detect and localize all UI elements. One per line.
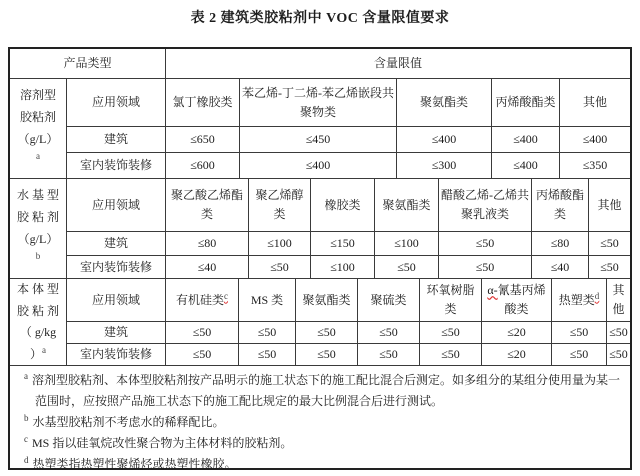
column-header-text: 聚氨酯类 xyxy=(302,292,351,307)
column-header-text: 有机硅类$^c$ xyxy=(175,290,228,307)
footnote-marker-b: b xyxy=(35,251,41,262)
column-header xyxy=(420,279,482,322)
misspelled-text: α- xyxy=(487,283,498,298)
table-row xyxy=(67,127,630,153)
product-type-label xyxy=(10,79,67,179)
column-header-text: 丙烯酸酯类 xyxy=(495,95,556,110)
limit-value-cell: ≤80 xyxy=(532,232,589,256)
footnote: $^c$ MS 指以硅氧烷改性聚合物为主体材料的胶粘剂。 xyxy=(24,434,293,451)
column-header xyxy=(439,179,532,232)
limit-value-cell: ≤50 xyxy=(239,344,296,366)
limit-value-cell: ≤50 xyxy=(420,344,482,366)
section-header-row xyxy=(67,79,630,127)
limit-value-cell: ≤50 xyxy=(166,322,239,344)
column-header xyxy=(166,79,240,127)
column-header-text: MS 类 xyxy=(250,292,284,307)
limit-value-cell: ≤50 xyxy=(439,232,532,256)
column-header-text: 氯丁橡胶类 xyxy=(172,95,233,110)
row-label: 建筑 xyxy=(67,232,166,256)
column-header xyxy=(239,279,296,322)
header-application-area: 应用领域 xyxy=(67,179,166,232)
limit-value-cell: ≤50 xyxy=(358,344,420,366)
column-header-text: α-氰基丙烯酸类 xyxy=(487,283,546,316)
section-header-row xyxy=(67,179,630,232)
footnote-marker-d: d xyxy=(24,455,29,466)
limit-value-cell: ≤50 xyxy=(607,322,630,344)
header-product-type: 产品类型 xyxy=(10,49,166,79)
column-header xyxy=(397,79,492,127)
limit-value-cell: ≤50 xyxy=(375,256,439,279)
product-type-line: 胶 粘 剂 xyxy=(16,303,59,318)
product-type-line: ）$^a$ xyxy=(29,344,46,361)
footnote-marker-c: c xyxy=(224,290,228,301)
product-type-line xyxy=(36,150,40,172)
column-header-text: 环氧树脂类 xyxy=(426,283,475,316)
product-type-line xyxy=(36,250,41,272)
limit-value-cell: ≤650 xyxy=(166,127,240,153)
section-header-row xyxy=(67,279,630,322)
limit-value-cell: ≤150 xyxy=(311,232,375,256)
product-type-line: 溶剂型 xyxy=(19,88,56,103)
row-label: 室内装饰装修 xyxy=(67,153,166,179)
limit-value-cell: ≤400 xyxy=(560,127,630,153)
limit-value-cell: ≤20 xyxy=(482,322,552,344)
column-header-text: 其他 xyxy=(597,197,622,212)
column-header xyxy=(296,279,358,322)
header-application-area: 应用领域 xyxy=(67,79,166,127)
footnotes xyxy=(10,366,630,475)
product-type-label xyxy=(10,279,67,366)
column-header-text: 聚硫类 xyxy=(370,292,407,307)
footnote-marker-c: c xyxy=(24,434,28,445)
limit-value-cell: ≤40 xyxy=(532,256,589,279)
column-header xyxy=(532,179,589,232)
footnote-marker-a: a xyxy=(24,371,28,382)
product-type-line: （g/L） xyxy=(17,231,59,246)
column-header-text: 聚氨酯类 xyxy=(382,197,431,212)
limit-value-cell: ≤50 xyxy=(439,256,532,279)
column-header-text: 热塑类$^d$ xyxy=(558,290,600,307)
product-type-line: 胶粘剂 xyxy=(19,109,56,124)
column-header-text: 苯乙烯-丁二烯-苯乙烯嵌段共聚物类 xyxy=(242,85,394,119)
column-header-text: 聚乙烯醇类 xyxy=(255,188,304,221)
table-row xyxy=(67,322,630,344)
product-type-line: 水 基 型 xyxy=(16,188,59,203)
limit-value-cell: ≤50 xyxy=(358,322,420,344)
limit-value-cell: ≤100 xyxy=(375,232,439,256)
column-header xyxy=(166,279,239,322)
column-header xyxy=(482,279,552,322)
product-type-label xyxy=(10,179,67,279)
footnote: $^d$ 热塑类指热塑性聚烯烃或热塑性橡胶。 xyxy=(24,455,237,472)
limit-value-cell: ≤80 xyxy=(166,232,249,256)
limit-value-cell: ≤100 xyxy=(249,232,311,256)
table-header-row xyxy=(10,49,630,79)
section-1 xyxy=(10,179,630,279)
footnote-marker-b: b xyxy=(24,413,29,424)
product-type-line: （ g/kg xyxy=(19,325,57,340)
product-type-line: 本 体 型 xyxy=(16,282,59,296)
column-header xyxy=(166,179,249,232)
column-header xyxy=(375,179,439,232)
table-row xyxy=(67,232,630,256)
limit-value-cell: ≤50 xyxy=(239,322,296,344)
limit-value-cell: ≤400 xyxy=(397,127,492,153)
column-header xyxy=(607,279,630,322)
table-row xyxy=(67,153,630,179)
limit-value-cell: ≤50 xyxy=(589,256,630,279)
section-body xyxy=(67,179,630,279)
column-header xyxy=(358,279,420,322)
product-type-line: 胶 粘 剂 xyxy=(16,209,59,224)
limit-value-cell: ≤300 xyxy=(397,153,492,179)
table-title: 表 2 建筑类胶粘剂中 VOC 含量限值要求 xyxy=(190,11,450,26)
limit-value-cell: ≤450 xyxy=(240,127,397,153)
column-header-text: 聚氨酯类 xyxy=(419,95,468,110)
header-content-limit: 含量限值 xyxy=(166,49,630,79)
column-header xyxy=(249,179,311,232)
footnote-marker-a: a xyxy=(36,151,40,162)
column-header xyxy=(311,179,375,232)
row-label: 室内装饰装修 xyxy=(67,344,166,366)
table-row xyxy=(67,344,630,366)
row-label: 建筑 xyxy=(67,127,166,153)
table-row xyxy=(67,256,630,279)
column-header xyxy=(589,179,630,232)
section-body xyxy=(67,79,630,179)
limit-value-cell: ≤400 xyxy=(492,153,560,179)
column-header-text: 橡胶类 xyxy=(324,197,361,212)
header-application-area: 应用领域 xyxy=(67,279,166,322)
column-header-text: 其他 xyxy=(582,95,607,110)
limit-value-cell: ≤50 xyxy=(552,344,607,366)
footnote: $^b$ 水基型胶粘剂不考虑水的稀释配比。 xyxy=(24,413,225,430)
limit-value-cell: ≤40 xyxy=(166,256,249,279)
column-header xyxy=(240,79,397,127)
footnote-marker-a: a xyxy=(42,344,46,355)
limit-value-cell: ≤350 xyxy=(560,153,630,179)
column-header-text: 聚乙酸乙烯酯类 xyxy=(170,188,243,221)
limit-value-cell: ≤400 xyxy=(240,153,397,179)
table-sections xyxy=(10,79,630,366)
column-header xyxy=(552,279,607,322)
row-label: 室内装饰装修 xyxy=(67,256,166,279)
section-0 xyxy=(10,79,630,179)
column-header-text: 丙烯酸酯类 xyxy=(535,188,584,221)
limit-value-cell: ≤50 xyxy=(589,232,630,256)
voc-limits-table xyxy=(8,47,632,470)
limit-value-cell: ≤50 xyxy=(607,344,630,366)
footnote-marker-d: d xyxy=(594,290,600,301)
footnote: $^a$ 溶剂型胶粘剂、本体型胶粘剂按产品明示的施工状态下的施工配比混合后测定。如多组分的某组分使用量为某一范围时，应按照产品施工状态下的施工配比规定的最大比例混合后进行测试。 xyxy=(24,371,621,409)
limit-value-cell: ≤400 xyxy=(492,127,560,153)
product-type-line: （g/L） xyxy=(17,131,59,146)
limit-value-cell: ≤50 xyxy=(420,322,482,344)
limit-value-cell: ≤50 xyxy=(249,256,311,279)
section-body xyxy=(67,279,630,366)
column-header-text: 其他 xyxy=(612,283,625,316)
limit-value-cell: ≤50 xyxy=(296,344,358,366)
column-header xyxy=(492,79,560,127)
limit-value-cell: ≤100 xyxy=(311,256,375,279)
column-header-text: 醋酸乙烯-乙烯共聚乳液类 xyxy=(441,188,529,221)
limit-value-cell: ≤50 xyxy=(166,344,239,366)
section-2 xyxy=(10,279,630,366)
row-label: 建筑 xyxy=(67,322,166,344)
limit-value-cell: ≤600 xyxy=(166,153,240,179)
limit-value-cell: ≤50 xyxy=(552,322,607,344)
limit-value-cell: ≤20 xyxy=(482,344,552,366)
limit-value-cell: ≤50 xyxy=(296,322,358,344)
column-header xyxy=(560,79,630,127)
